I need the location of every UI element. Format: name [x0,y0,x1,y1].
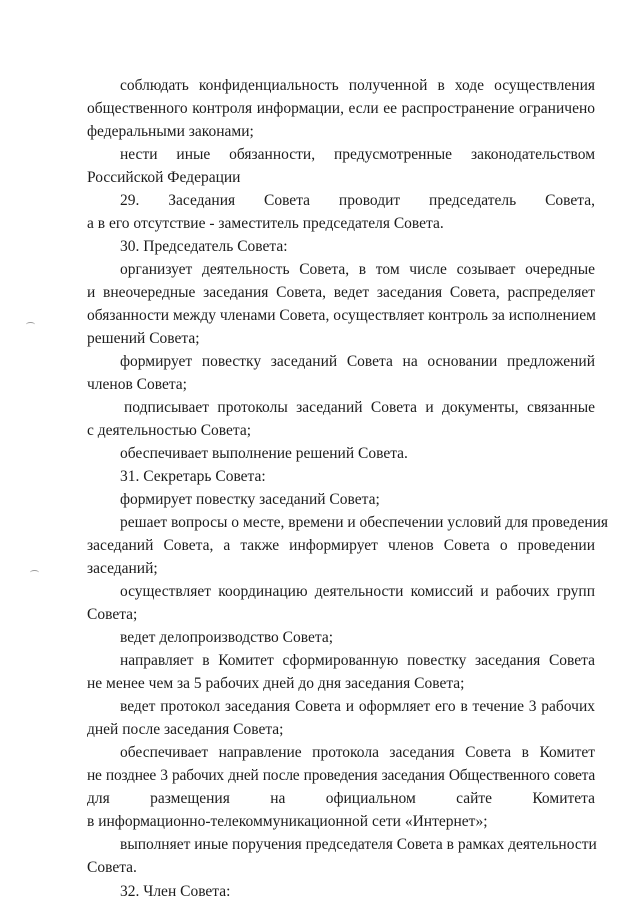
text-line: обеспечивает выполнение решений Совета. [120,445,408,462]
section-heading: 31. Секретарь Совета: [120,468,266,485]
text-line: заседаний; [87,560,158,577]
text-line: и внеочередные заседания Совета, ведет заседания Совета, распределяет [87,284,595,301]
text-line: решений Совета; [87,330,200,347]
text-line: с деятельностью Совета; [87,422,252,439]
text-line: формирует повестку заседаний Совета; [120,491,380,508]
text-line: нести иные обязанности, предусмотренные законодательством [120,146,595,163]
section-heading: 30. Председатель Совета: [120,238,288,255]
text-line: 29. Заседания Совета проводит председатель Совета, [120,192,595,209]
text-line: Российской Федерации [87,169,241,186]
text-line: членов Совета; [87,376,187,393]
text-line: не позднее 3 рабочих дней после проведения заседания Общественного совета [87,767,595,784]
scan-mark [30,570,39,575]
section-heading: 32. Член Совета: [120,883,231,900]
text-line: формирует повестку заседаний Совета на основании предложений [120,353,595,370]
text-line: обеспечивает направление протокола заседания Совета в Комитет [120,744,595,761]
text-line: федеральными законами; [87,123,254,140]
scan-mark [26,322,35,327]
text-line: не менее чем за 5 рабочих дней до дня заседания Совета; [87,675,465,692]
text-line: решает вопросы о месте, времени и обеспечении условий для проведения [120,514,609,531]
text-line: организует деятельность Совета, в том числе созывает очередные [120,261,595,278]
text-line: общественного контроля информации, если ее распространение ограничено [87,100,595,117]
text-line: для размещения на официальном сайте Комитета [87,790,595,807]
text-line: дней после заседания Совета; [87,721,284,738]
text-line: ведет делопроизводство Совета; [120,629,334,646]
text-line: заседаний Совета, а также информирует членов Совета о проведении [87,537,595,554]
text-line: направляет в Комитет сформированную повестку заседания Совета [120,652,595,669]
text-line: соблюдать конфиденциальность полученной в ходе осуществления [120,77,595,94]
text-line: Совета. [87,859,137,876]
text-line: выполняет иные поручения председателя Совета в рамках деятельности [120,836,597,853]
text-line: Совета; [87,606,138,623]
text-line: ведет протокол заседания Совета и оформляет его в течение 3 рабочих [120,698,595,715]
text-line: в информационно-телекоммуникационной сети «Интернет»; [87,813,488,830]
text-line: осуществляет координацию деятельности комиссий и рабочих групп [120,583,595,600]
text-line: подписывает протоколы заседаний Совета и документы, связанные [124,399,595,416]
text-line: обязанности между членами Совета, осуществляет контроль за исполнением [87,307,596,324]
text-line: а в его отсутствие - заместитель председателя Совета. [87,215,444,232]
